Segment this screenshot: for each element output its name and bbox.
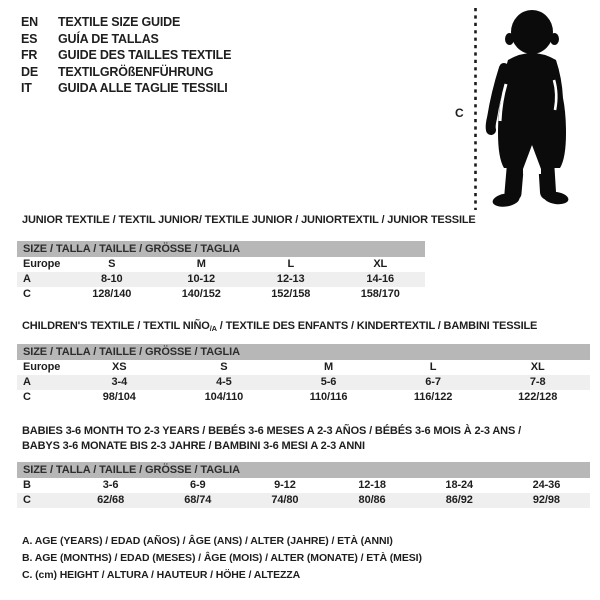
junior-table bbox=[17, 241, 425, 302]
size-header-band: SIZE / TALLA / TAILLE / GRÖSSE / TAGLIA bbox=[17, 344, 590, 360]
table-cell: 122/128 bbox=[518, 391, 558, 403]
table-row-c bbox=[17, 287, 425, 302]
table-cell: 18-24 bbox=[445, 479, 474, 491]
column-header: XS bbox=[112, 361, 127, 373]
language-title: TEXTILGRÖßENFÜHRUNG bbox=[58, 64, 214, 79]
table-cell: 98/104 bbox=[102, 391, 136, 403]
table-cell: 86/92 bbox=[445, 494, 473, 506]
size-header-band: SIZE / TALLA / TAILLE / GRÖSSE / TAGLIA bbox=[17, 241, 425, 257]
table-row-c bbox=[17, 493, 590, 508]
table-cell: 62/68 bbox=[97, 494, 125, 506]
table-cell: 5-6 bbox=[320, 376, 337, 388]
table-cell: 110/116 bbox=[309, 391, 348, 403]
baby-silhouette-figure bbox=[470, 6, 580, 212]
row-label: C bbox=[23, 494, 31, 506]
table-row-columns bbox=[17, 257, 425, 272]
table-cell: 140/152 bbox=[181, 288, 221, 300]
column-header: S bbox=[220, 361, 228, 373]
language-row-it bbox=[21, 80, 231, 97]
language-code: EN bbox=[21, 15, 38, 29]
language-title: GUIDA ALLE TAGLIE TESSILI bbox=[58, 81, 228, 95]
children-table-title bbox=[22, 320, 537, 333]
babies-table bbox=[17, 462, 590, 508]
language-row-en bbox=[21, 14, 231, 31]
column-header: L bbox=[429, 361, 437, 373]
table-cell: 68/74 bbox=[184, 494, 212, 506]
column-header: M bbox=[196, 258, 206, 270]
table-cell: 14-16 bbox=[366, 273, 395, 285]
table-cell: 104/110 bbox=[204, 391, 244, 403]
region-cell: Europe bbox=[23, 258, 61, 270]
children-title-part2: / TEXTILE DES ENFANTS / KINDERTEXTIL / BAMBINI TESSILE bbox=[216, 320, 538, 332]
table-cell: 128/140 bbox=[92, 288, 132, 300]
table-row-columns bbox=[17, 360, 590, 375]
table-row-a bbox=[17, 375, 590, 390]
language-row-es bbox=[21, 31, 231, 48]
table-cell: 3-4 bbox=[111, 376, 128, 388]
row-label: B bbox=[23, 479, 31, 491]
column-header: XL bbox=[530, 361, 545, 373]
table-cell: 158/170 bbox=[360, 288, 400, 300]
table-cell: 7-8 bbox=[529, 376, 546, 388]
column-header: XL bbox=[373, 258, 388, 270]
language-title: GUIDE DES TAILLES TEXTILE bbox=[58, 48, 232, 62]
column-header: M bbox=[323, 361, 334, 373]
table-cell: 80/86 bbox=[358, 494, 386, 506]
row-label: C bbox=[23, 288, 31, 300]
column-header: S bbox=[108, 258, 116, 270]
table-cell: 24-36 bbox=[532, 479, 561, 491]
table-cell: 4-5 bbox=[216, 376, 232, 388]
babies-title-line1: BABIES 3-6 MONTH TO 2-3 YEARS / BEBÉS 3-6 MESES A 2-3 AÑOS / BÉBÉS 3-6 MOIS À 2-3 ANS / bbox=[22, 425, 521, 437]
table-cell: 74/80 bbox=[271, 494, 299, 506]
height-measure-label: C bbox=[455, 106, 464, 120]
language-row-de bbox=[21, 64, 231, 81]
measurement-legend bbox=[22, 533, 422, 583]
language-title: GUÍA DE TALLAS bbox=[58, 31, 159, 46]
children-table bbox=[17, 344, 590, 405]
language-header bbox=[21, 14, 231, 97]
table-cell: 6-9 bbox=[189, 479, 206, 491]
legend-line-c: C. (cm) HEIGHT / ALTURA / HAUTEUR / HÖHE / ALTEZZA bbox=[22, 568, 301, 581]
legend-line-b: B. AGE (MONTHS) / EDAD (MESES) / ÂGE (MOIS) / ALTER (MONATE) / ETÀ (MESI) bbox=[22, 551, 422, 564]
language-title: TEXTILE SIZE GUIDE bbox=[58, 15, 181, 29]
language-code: FR bbox=[21, 48, 38, 62]
table-row-a bbox=[17, 272, 425, 287]
language-code: ES bbox=[21, 31, 38, 46]
language-code: DE bbox=[21, 64, 38, 79]
table-cell: 12-13 bbox=[276, 273, 305, 285]
table-cell: 92/98 bbox=[532, 494, 560, 506]
region-cell: Europe bbox=[23, 361, 61, 373]
column-header: L bbox=[287, 258, 295, 270]
table-cell: 8-10 bbox=[100, 273, 123, 285]
row-label: A bbox=[23, 376, 31, 388]
babies-table-title bbox=[22, 424, 521, 454]
table-row-c bbox=[17, 390, 590, 405]
legend-line-a: A. AGE (YEARS) / EDAD (AÑOS) / ÂGE (ANS) / ALTER (JAHRE) / ETÀ (ANNI) bbox=[22, 535, 393, 547]
row-label: C bbox=[23, 391, 31, 403]
table-row-b bbox=[17, 478, 590, 493]
language-code: IT bbox=[21, 81, 32, 95]
table-cell: 3-6 bbox=[102, 479, 119, 491]
table-cell: 10-12 bbox=[187, 273, 216, 285]
table-cell: 116/122 bbox=[413, 391, 453, 403]
table-cell: 6-7 bbox=[425, 376, 441, 388]
babies-title-line2: BABYS 3-6 MONATE BIS 2-3 JAHRE / BAMBINI 3-6 MESI A 2-3 ANNI bbox=[22, 440, 365, 452]
children-title-part1: CHILDREN'S TEXTILE / TEXTIL NIÑO bbox=[22, 320, 210, 332]
table-cell: 152/158 bbox=[271, 288, 311, 300]
table-cell: 12-18 bbox=[358, 479, 386, 491]
table-cell: 9-12 bbox=[274, 479, 296, 491]
language-row-fr bbox=[21, 47, 231, 64]
size-header-band: SIZE / TALLA / TAILLE / GRÖSSE / TAGLIA bbox=[17, 462, 590, 478]
baby-silhouette-icon bbox=[470, 6, 580, 212]
row-label: A bbox=[23, 273, 31, 285]
junior-table-title: JUNIOR TEXTILE / TEXTIL JUNIOR/ TEXTILE JUNIOR / JUNIORTEXTIL / JUNIOR TESSILE bbox=[22, 214, 476, 226]
children-title-sub: /A bbox=[209, 324, 217, 333]
